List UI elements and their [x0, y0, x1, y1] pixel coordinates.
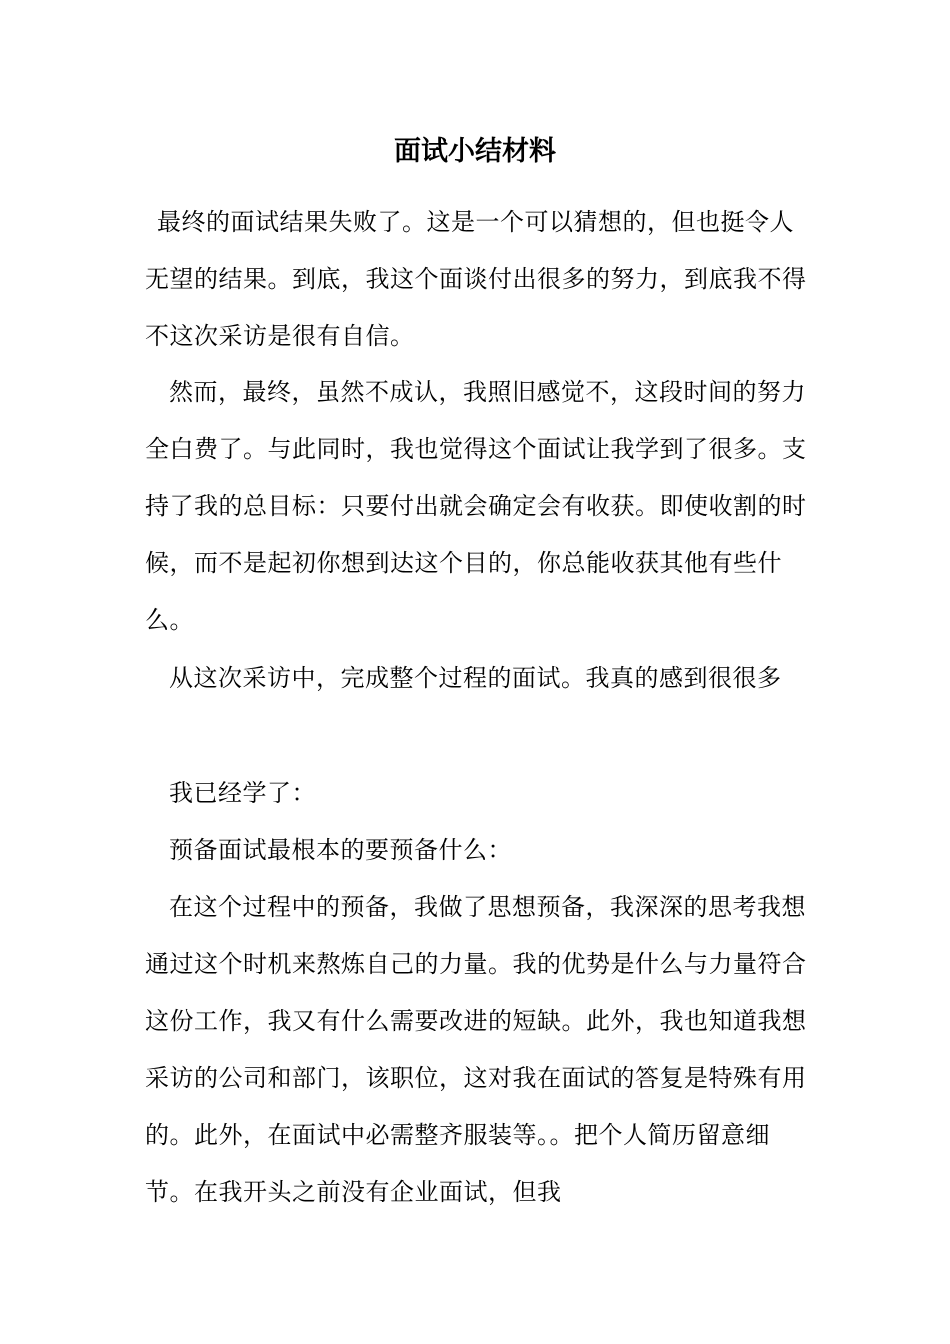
paragraph-1: 最终的面试结果失败了。这是一个可以猜想的，但也挺令人无望的结果。到底，我这个面谈付出很多的努力，到底我不得不这次采访是很有自信。: [145, 208, 807, 350]
paragraph-5: 预备面试最根本的要预备什么：: [169, 836, 512, 864]
paragraph-3: 从这次采访中，完成整个过程的面试。我真的感到很很多: [169, 664, 782, 692]
paragraph-2: 然而，最终，虽然不成认，我照旧感觉不，这段时间的努力全白费了。与此同时，我也觉得这个面试让我学到了很多。支持了我的总目标：只要付出就会确定会有收获。即使收割的时候，而不是起初你想到达这个目的，你总能收获其他有些什么。: [145, 378, 807, 634]
document-title: 面试小结材料: [394, 136, 556, 167]
paragraph-6: 在这个过程中的预备，我做了思想预备，我深深的思考我想通过这个时机来熬炼自己的力量。我的优势是什么与力量符合这份工作，我又有什么需要改进的短缺。此外，我也知道我想采访的公司和部门，该职位，这对我在面试的答复是特殊有用的。此外，在面试中必需整齐服装等。。把个人简历留意细节。在我开头之前没有企业面试，但我: [145, 893, 807, 1206]
paragraph-4: 我已经学了：: [169, 779, 316, 807]
